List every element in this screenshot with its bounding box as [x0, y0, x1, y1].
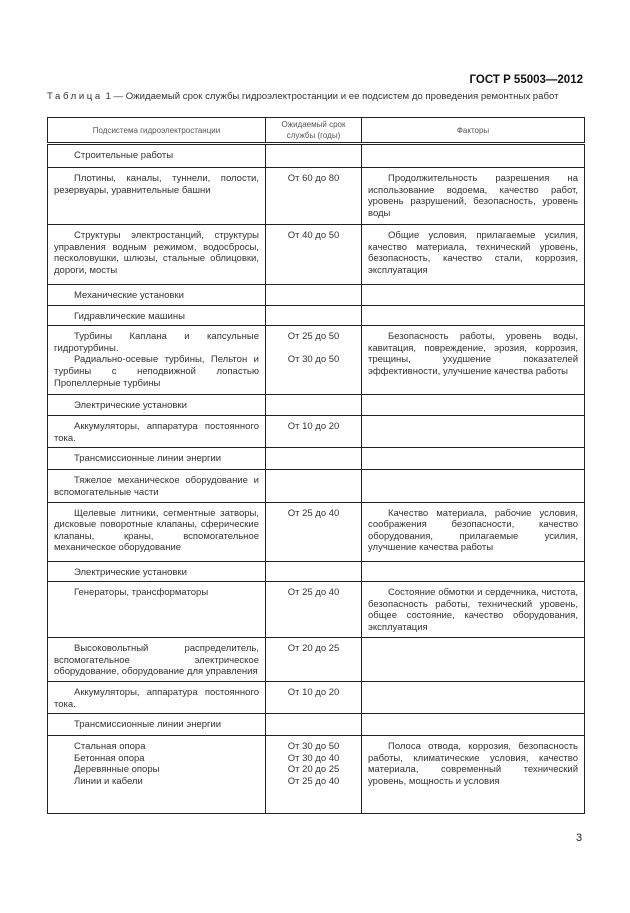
subsystem-text: Трансмиссионные линии энергии — [74, 453, 222, 465]
subsystem-line: Бетонная опора — [74, 752, 145, 764]
table-row — [48, 144, 585, 168]
cell-subsystem — [48, 416, 266, 448]
service-life-value: От 25 до 50 — [287, 331, 340, 343]
subsystem-text: Генераторы, трансформаторы — [74, 587, 209, 599]
service-life-value: От 30 до 40 — [287, 752, 340, 764]
cell-factors — [362, 561, 585, 582]
subsystem-text: Плотины, каналы, туннели, полости, резервуары, уравнительные башни — [54, 173, 259, 196]
subsystem-text: Электрические установки — [74, 400, 187, 412]
table-row — [48, 168, 585, 225]
cell-subsystem — [48, 561, 266, 582]
table-row — [48, 305, 585, 326]
cell-service-life — [266, 416, 362, 448]
cell-service-life — [266, 305, 362, 326]
table-row — [48, 582, 585, 638]
cell-subsystem — [48, 502, 266, 561]
service-life-value: От 60 до 80 — [287, 173, 340, 184]
cell-service-life — [266, 681, 362, 713]
cell-service-life — [266, 448, 362, 470]
service-life-value: От 10 до 20 — [287, 686, 340, 698]
cell-service-life — [266, 638, 362, 682]
table-row — [48, 448, 585, 470]
table-row — [48, 561, 585, 582]
cell-factors — [362, 681, 585, 713]
subsystem-text: Гидравлические машины — [74, 310, 185, 322]
table-row — [48, 502, 585, 561]
caption-label: Таблица — [47, 91, 103, 102]
subsystem-text: Аккумуляторы, аппаратура постоянного тока. — [54, 686, 259, 710]
subsystem-text: Структуры электростанций, структуры управления водным режимом, водосбросы, песколовушки, шлюзы, стальные облицовки, дороги, мосты — [54, 230, 259, 276]
subsystem-text: Турбины Каплана и капсульные гидротурбины. — [54, 331, 259, 354]
service-life-value: От 25 до 40 — [287, 507, 340, 519]
subsystem-text: Аккумуляторы, аппаратура постоянного тока. — [54, 421, 259, 444]
table-row — [48, 326, 585, 395]
factors-text: Состояние обмотки и сердечника, чистота, безопасность работы, технический уровень, общее состояние, качество оборудования, эксплуатация — [368, 587, 578, 633]
cell-subsystem — [48, 582, 266, 638]
service-life-value: От 30 до 50 — [287, 354, 340, 366]
cell-factors — [362, 638, 585, 682]
cell-factors — [362, 305, 585, 326]
document-code: ГОСТ Р 55003—2012 — [469, 74, 583, 86]
cell-subsystem — [48, 448, 266, 470]
service-life-value: От 10 до 20 — [287, 421, 340, 433]
subsystem-text: Радиально-осевые турбины, Пельтон и турбины с неподвижной лопастью Пропеллерные турбины — [54, 354, 259, 389]
table-row — [48, 638, 585, 682]
table-caption — [47, 91, 583, 103]
subsystem-text: Электрические установки — [74, 566, 187, 578]
cell-subsystem — [48, 225, 266, 285]
subsystem-text: Трансмиссионные линии энергии — [74, 719, 222, 731]
cell-subsystem — [48, 168, 266, 225]
cell-subsystem — [48, 638, 266, 682]
table-row — [48, 736, 585, 814]
factors-text: Качество материала, рабочие условия, соображения безопасности, качество оборудования, прилагаемые усилия, улучшение качества работы — [368, 507, 578, 554]
cell-service-life — [266, 144, 362, 168]
service-life-value: От 25 до 40 — [287, 587, 340, 599]
cell-subsystem — [48, 285, 266, 306]
service-life-value: От 30 до 50 — [287, 741, 340, 753]
subsystem-text: Механические установки — [74, 290, 184, 301]
caption-text: 1 — Ожидаемый срок службы гидроэлектростанции и ее подсистем до проведения ремонтных работ — [105, 91, 559, 102]
cell-service-life — [266, 285, 362, 306]
cell-service-life — [266, 395, 362, 416]
table-body — [48, 144, 585, 814]
cell-service-life — [266, 714, 362, 736]
cell-factors — [362, 582, 585, 638]
cell-factors — [362, 144, 585, 168]
subsystem-text: Щелевые литники, сегментные затворы, дисковые поворотные клапаны, сферические клапаны, краны, вспомогательное механическое оборудование — [54, 507, 259, 554]
subsystem-text: Строительные работы — [74, 150, 174, 161]
table-header-row — [48, 118, 585, 144]
table-row — [48, 470, 585, 502]
cell-factors — [362, 285, 585, 306]
cell-factors — [362, 502, 585, 561]
service-life-value: От 40 до 50 — [287, 230, 340, 241]
table-row — [48, 416, 585, 448]
cell-subsystem — [48, 326, 266, 395]
service-life-value — [272, 343, 355, 355]
cell-factors — [362, 470, 585, 502]
subsystem-line: Стальная опора — [74, 741, 146, 753]
column-header-factors: Факторы — [362, 118, 585, 144]
service-life-value: От 20 до 25 — [287, 764, 340, 776]
cell-subsystem — [48, 144, 266, 168]
service-life-value: От 20 до 25 — [287, 643, 340, 655]
cell-factors — [362, 448, 585, 470]
subsystem-text: Тяжелое механическое оборудование и вспомогательные части — [54, 475, 259, 498]
cell-factors — [362, 225, 585, 285]
table-row — [48, 225, 585, 285]
cell-service-life — [266, 168, 362, 225]
cell-factors — [362, 326, 585, 395]
subsystem-line: Деревянные опоры — [74, 764, 160, 776]
cell-factors — [362, 416, 585, 448]
cell-subsystem — [48, 395, 266, 416]
cell-factors — [362, 736, 585, 814]
cell-service-life — [266, 582, 362, 638]
cell-service-life — [266, 225, 362, 285]
table-row — [48, 285, 585, 306]
subsystem-line: Линии и кабели — [74, 775, 143, 787]
cell-factors — [362, 714, 585, 736]
table-row — [48, 714, 585, 736]
cell-subsystem — [48, 714, 266, 736]
table-row — [48, 681, 585, 713]
cell-service-life — [266, 561, 362, 582]
factors-text: Продолжительность разрешения на использование водоема, качество работ, уровень разрушений, безопасность, уровень воды — [368, 173, 578, 219]
page-number: 3 — [576, 832, 583, 844]
cell-subsystem — [48, 470, 266, 502]
cell-service-life — [266, 470, 362, 502]
service-life-table — [47, 117, 585, 814]
cell-factors — [362, 395, 585, 416]
service-life-value: От 25 до 40 — [287, 775, 340, 787]
cell-service-life — [266, 326, 362, 395]
cell-subsystem — [48, 305, 266, 326]
factors-text: Безопасность работы, уровень воды, кавитация, повреждение, эрозия, коррозия, трещины, ухудшение показателей эффективности, улучшение качества работы — [368, 331, 578, 377]
factors-text: Общие условия, прилагаемые усилия, качество материала, технический уровень, безопасность, качество стали, коррозия, эксплуатация — [368, 230, 578, 276]
factors-text: Полоса отвода, коррозия, безопасность работы, климатические условия, качество материала, современный технический уровень, мощность и условия — [368, 741, 578, 787]
column-header-service-life: Ожидаемый срок службы (годы) — [266, 118, 362, 144]
cell-factors — [362, 168, 585, 225]
subsystem-text: Высоковольтный распределитель, вспомогательное электрическое оборудование, оборудование для управления — [54, 643, 259, 678]
column-header-subsystem: Подсистема гидроэлектростанции — [48, 118, 266, 144]
cell-subsystem — [48, 681, 266, 713]
table-row — [48, 395, 585, 416]
cell-service-life — [266, 736, 362, 814]
cell-subsystem — [48, 736, 266, 814]
cell-service-life — [266, 502, 362, 561]
